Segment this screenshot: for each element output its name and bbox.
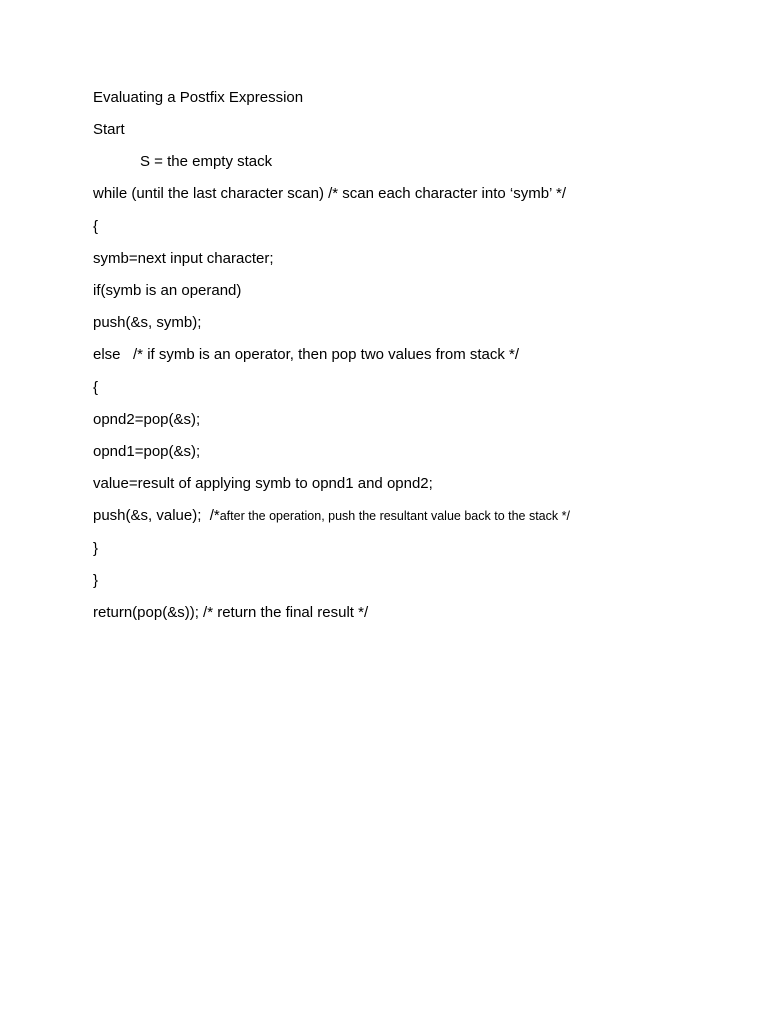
code-line-close-brace: } (93, 572, 99, 589)
code-line-push-symb: push(&s, symb); (93, 314, 202, 331)
code-line-push-value-code: push(&s, value); /* (93, 507, 220, 524)
code-line-else: else /* if symb is an operator, then pop two values from stack */ (93, 346, 520, 363)
document-title: Evaluating a Postfix Expression (93, 89, 304, 106)
code-line-push-value (93, 505, 570, 527)
code-line-init-stack: S = the empty stack (140, 153, 273, 170)
code-line-pop-opnd2: opnd2=pop(&s); (93, 411, 201, 428)
code-line-push-value-comment: after the operation, push the resultant value back to the stack */ (219, 509, 570, 523)
code-line-return: return(pop(&s)); /* return the final result */ (93, 604, 369, 621)
code-line-pop-opnd1: opnd1=pop(&s); (93, 443, 201, 460)
code-line-if-operand: if(symb is an operand) (93, 282, 242, 299)
code-line-close-brace-inner: } (93, 540, 99, 557)
code-line-start: Start (93, 121, 125, 138)
code-line-read-symb: symb=next input character; (93, 250, 274, 267)
code-line-while: while (until the last character scan) /* scan each character into ‘symb’ */ (93, 185, 566, 202)
code-line-open-brace-inner: { (93, 379, 99, 396)
code-line-apply-symb: value=result of applying symb to opnd1 and opnd2; (93, 475, 433, 492)
code-line-open-brace: { (93, 218, 99, 235)
